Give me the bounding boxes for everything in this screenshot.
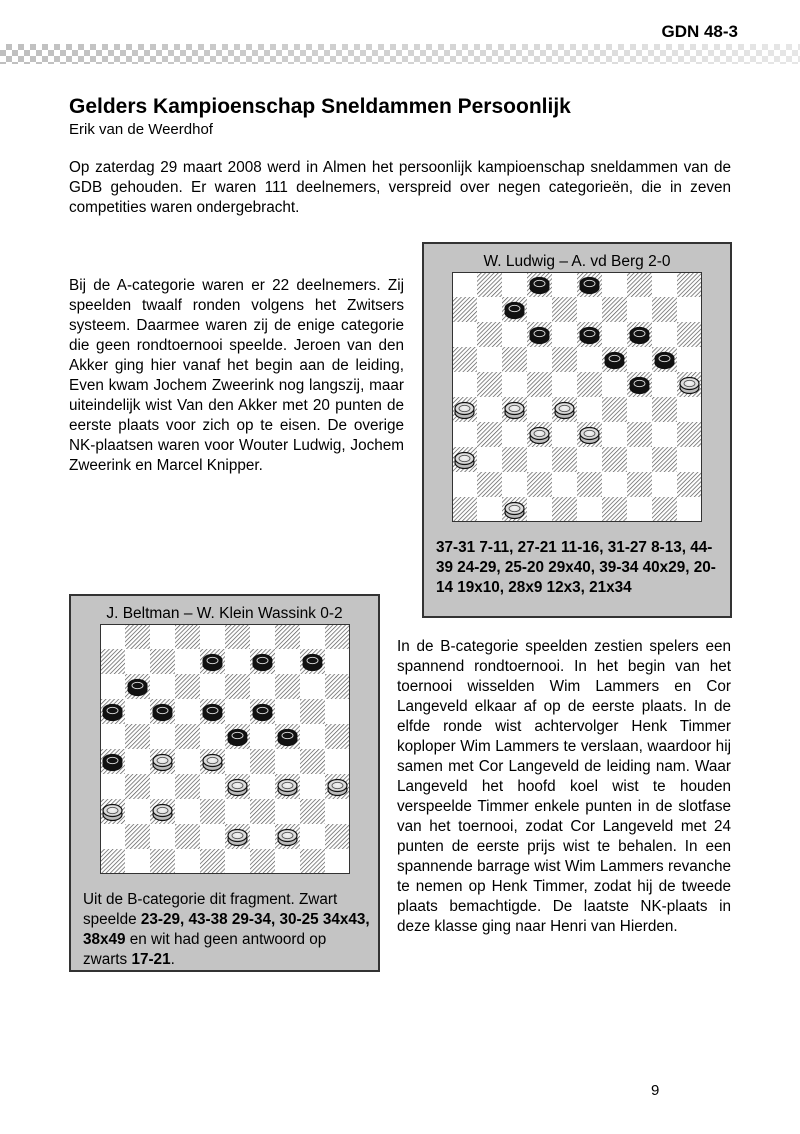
black-piece	[253, 705, 272, 721]
light-square	[300, 774, 325, 799]
dark-square	[452, 347, 477, 372]
light-square	[452, 422, 477, 447]
a-category-paragraph: Bij de A-categorie waren er 22 deelnemers. Zij speelden twaalf ronden volgens het Zwitsers systeem. Daarmee waren zij de enige categorie die geen rondtoernooi speelde. Jeroen van den Akker ging hier vanaf het begin aan de leiding, Even kwam Jochem Zweerink nog langszij, maar uiteindelijk wist Van den Akker met 20 punten de eerste plaats voor zich op te eisen. De overige NK-plaatsen waren voor Wouter Ludwig, Jochem Zweerink en Marcel Knipper.	[69, 277, 404, 474]
light-square	[175, 799, 200, 824]
black-piece	[630, 328, 649, 344]
light-square	[300, 674, 325, 699]
dark-square	[300, 849, 325, 874]
light-square	[527, 447, 552, 472]
light-square	[200, 724, 225, 749]
light-square	[275, 799, 300, 824]
light-square	[577, 297, 602, 322]
light-square	[502, 422, 527, 447]
light-square	[150, 724, 175, 749]
dark-square	[527, 372, 552, 397]
light-square	[200, 824, 225, 849]
light-square	[577, 397, 602, 422]
light-square	[652, 272, 677, 297]
black-piece	[655, 353, 674, 369]
light-square	[477, 497, 502, 522]
light-square	[150, 824, 175, 849]
light-square	[652, 422, 677, 447]
dark-square	[677, 322, 702, 347]
light-square	[250, 824, 275, 849]
dark-square	[502, 347, 527, 372]
black-piece	[203, 705, 222, 721]
dark-square	[325, 824, 350, 849]
dark-square	[477, 322, 502, 347]
light-square	[502, 372, 527, 397]
white-piece	[203, 755, 222, 771]
white-piece	[228, 830, 247, 846]
dark-square	[325, 624, 350, 649]
black-piece	[580, 328, 599, 344]
light-square	[677, 347, 702, 372]
dark-square	[125, 824, 150, 849]
dark-square	[652, 497, 677, 522]
black-piece	[630, 378, 649, 394]
light-square	[602, 322, 627, 347]
black-piece	[103, 755, 122, 771]
dark-square	[652, 447, 677, 472]
light-square	[502, 322, 527, 347]
dark-square	[627, 272, 652, 297]
dark-square	[552, 297, 577, 322]
dark-square	[477, 422, 502, 447]
white-piece	[228, 780, 247, 796]
dark-square	[125, 774, 150, 799]
light-square	[125, 649, 150, 674]
white-piece	[455, 403, 474, 419]
light-square	[125, 799, 150, 824]
dark-square	[225, 674, 250, 699]
light-square	[552, 422, 577, 447]
dark-square	[627, 472, 652, 497]
dark-square	[627, 422, 652, 447]
light-square	[577, 447, 602, 472]
dark-square	[300, 799, 325, 824]
light-square	[100, 824, 125, 849]
light-square	[300, 624, 325, 649]
dark-square	[677, 472, 702, 497]
light-square	[627, 447, 652, 472]
article-title: Gelders Kampioenschap Sneldammen Persoonlijk	[69, 95, 571, 118]
checkered-header-band	[0, 44, 800, 64]
dark-square	[677, 422, 702, 447]
light-square	[100, 674, 125, 699]
intro-paragraph: Op zaterdag 29 maart 2008 werd in Almen het persoonlijk kampioenschap sneldammen van de GDB gehouden. Er waren 111 deelnemers, verspreid over negen categorieën, die in zeven competities waren ondergebracht.	[69, 159, 731, 216]
white-piece	[505, 403, 524, 419]
light-square	[100, 774, 125, 799]
dark-square	[325, 674, 350, 699]
black-piece	[103, 705, 122, 721]
light-square	[300, 824, 325, 849]
black-piece	[128, 680, 147, 696]
dark-square	[250, 799, 275, 824]
diagram-title: J. Beltman – W. Klein Wassink 0-2	[106, 605, 343, 622]
light-square	[275, 749, 300, 774]
dark-square	[602, 397, 627, 422]
light-square	[275, 649, 300, 674]
light-square	[602, 272, 627, 297]
dark-square	[452, 297, 477, 322]
light-square	[125, 849, 150, 874]
white-piece	[580, 428, 599, 444]
diagram-beltman-kleinwassink	[69, 594, 380, 972]
white-piece	[455, 453, 474, 469]
light-square	[452, 472, 477, 497]
light-square	[325, 799, 350, 824]
light-square	[225, 799, 250, 824]
dark-square	[250, 849, 275, 874]
white-piece	[103, 805, 122, 821]
light-square	[325, 749, 350, 774]
diagram-ludwig-vdberg	[422, 242, 732, 618]
light-square	[452, 322, 477, 347]
dark-square	[175, 674, 200, 699]
light-square	[677, 297, 702, 322]
light-square	[452, 272, 477, 297]
dark-square	[552, 347, 577, 372]
light-square	[250, 624, 275, 649]
dark-square	[577, 472, 602, 497]
light-square	[677, 397, 702, 422]
light-square	[175, 749, 200, 774]
light-square	[652, 372, 677, 397]
light-square	[527, 497, 552, 522]
light-square	[527, 297, 552, 322]
b-category-paragraph: In de B-categorie speelden zestien spelers een spannend rondtoernooi. In het begin van het toernooi wisselden Wim Lammers en Cor Langeveld elkaar af op de eerste plaats. In de elfde ronde wist achtervolger Henk Timmer koploper Wim Lammers te verslaan, waardoor hij samen met Cor Langeveld de leiding nam. Waar Langeveld het hoofd koel wist te houden verspeelde Timmer enkele punten in de slotfase van het toernooi, zodat Cor Langeveld met 24 punten de eerste prijs wist te behalen. In een spannende barrage wist Wim Lammers revanche te nemen op Henk Timmer, zodat hij de tweede plaats bemachtigde. De laatste NK-plaats in deze klasse ging naar Henri van Hierden.	[397, 638, 731, 935]
light-square	[325, 649, 350, 674]
light-square	[325, 849, 350, 874]
dark-square	[602, 297, 627, 322]
black-piece	[605, 353, 624, 369]
dark-square	[527, 472, 552, 497]
light-square	[300, 724, 325, 749]
dark-square	[225, 624, 250, 649]
light-square	[502, 272, 527, 297]
light-square	[477, 347, 502, 372]
light-square	[225, 649, 250, 674]
light-square	[677, 447, 702, 472]
page-number: 9	[651, 1082, 660, 1099]
white-piece	[680, 378, 699, 394]
black-piece	[153, 705, 172, 721]
white-piece	[555, 403, 574, 419]
light-square	[602, 372, 627, 397]
light-square	[225, 849, 250, 874]
dark-square	[150, 849, 175, 874]
light-square	[677, 497, 702, 522]
light-square	[200, 774, 225, 799]
light-square	[627, 497, 652, 522]
dark-square	[552, 497, 577, 522]
light-square	[250, 774, 275, 799]
light-square	[275, 849, 300, 874]
white-piece	[153, 755, 172, 771]
light-square	[100, 624, 125, 649]
dark-square	[677, 272, 702, 297]
dark-square	[602, 447, 627, 472]
light-square	[652, 322, 677, 347]
white-piece	[505, 503, 524, 519]
black-piece	[253, 655, 272, 671]
light-square	[200, 624, 225, 649]
light-square	[175, 699, 200, 724]
dark-square	[100, 849, 125, 874]
light-square	[125, 749, 150, 774]
dark-square	[200, 799, 225, 824]
light-square	[325, 699, 350, 724]
dark-square	[175, 824, 200, 849]
light-square	[452, 372, 477, 397]
light-square	[100, 724, 125, 749]
diagram-title: W. Ludwig – A. vd Berg 2-0	[483, 253, 671, 270]
dark-square	[200, 849, 225, 874]
diagram-caption: Uit de B-categorie dit fragment. Zwart speelde 23-29, 43-38 29-34, 30-25 34x43, 38x49 en wit had geen antwoord op zwarts 17-21.	[83, 891, 370, 968]
light-square	[150, 624, 175, 649]
light-square	[577, 497, 602, 522]
dark-square	[175, 624, 200, 649]
dark-square	[477, 472, 502, 497]
light-square	[552, 472, 577, 497]
article-author: Erik van de Weerdhof	[69, 121, 213, 138]
dark-square	[652, 397, 677, 422]
light-square	[602, 472, 627, 497]
light-square	[125, 699, 150, 724]
light-square	[150, 674, 175, 699]
journal-issue-label: GDN 48-3	[661, 22, 738, 41]
draughts-board	[100, 624, 350, 874]
white-piece	[278, 830, 297, 846]
dark-square	[325, 724, 350, 749]
light-square	[652, 472, 677, 497]
dark-square	[477, 372, 502, 397]
dark-square	[175, 724, 200, 749]
light-square	[200, 674, 225, 699]
dark-square	[175, 774, 200, 799]
diagram-move-notation: 37-31 7-11, 27-21 11-16, 31-27 8-13, 44-39 24-29, 25-20 29x40, 39-34 40x29, 20-14 19x10, 28x9 12x3, 21x34	[436, 539, 716, 596]
light-square	[552, 322, 577, 347]
light-square	[150, 774, 175, 799]
dark-square	[125, 624, 150, 649]
light-square	[225, 749, 250, 774]
light-square	[527, 397, 552, 422]
light-square	[477, 297, 502, 322]
light-square	[175, 649, 200, 674]
light-square	[602, 422, 627, 447]
black-piece	[530, 278, 549, 294]
light-square	[477, 447, 502, 472]
black-piece	[203, 655, 222, 671]
dark-square	[477, 272, 502, 297]
black-piece	[580, 278, 599, 294]
light-square	[552, 372, 577, 397]
light-square	[627, 397, 652, 422]
black-piece	[228, 730, 247, 746]
black-piece	[278, 730, 297, 746]
dark-square	[602, 497, 627, 522]
black-piece	[303, 655, 322, 671]
dark-square	[502, 447, 527, 472]
light-square	[250, 724, 275, 749]
dark-square	[452, 497, 477, 522]
dark-square	[150, 649, 175, 674]
black-piece	[530, 328, 549, 344]
dark-square	[300, 749, 325, 774]
dark-square	[125, 724, 150, 749]
dark-square	[552, 447, 577, 472]
white-piece	[328, 780, 347, 796]
light-square	[250, 674, 275, 699]
light-square	[225, 699, 250, 724]
dark-square	[275, 674, 300, 699]
dark-square	[275, 624, 300, 649]
white-piece	[530, 428, 549, 444]
light-square	[552, 272, 577, 297]
white-piece	[278, 780, 297, 796]
black-piece	[505, 303, 524, 319]
dark-square	[250, 749, 275, 774]
light-square	[527, 347, 552, 372]
draughts-board	[452, 272, 702, 522]
light-square	[477, 397, 502, 422]
light-square	[502, 472, 527, 497]
dark-square	[577, 372, 602, 397]
white-piece	[153, 805, 172, 821]
light-square	[275, 699, 300, 724]
light-square	[577, 347, 602, 372]
light-square	[627, 297, 652, 322]
light-square	[175, 849, 200, 874]
dark-square	[652, 297, 677, 322]
light-square	[627, 347, 652, 372]
dark-square	[100, 649, 125, 674]
dark-square	[300, 699, 325, 724]
